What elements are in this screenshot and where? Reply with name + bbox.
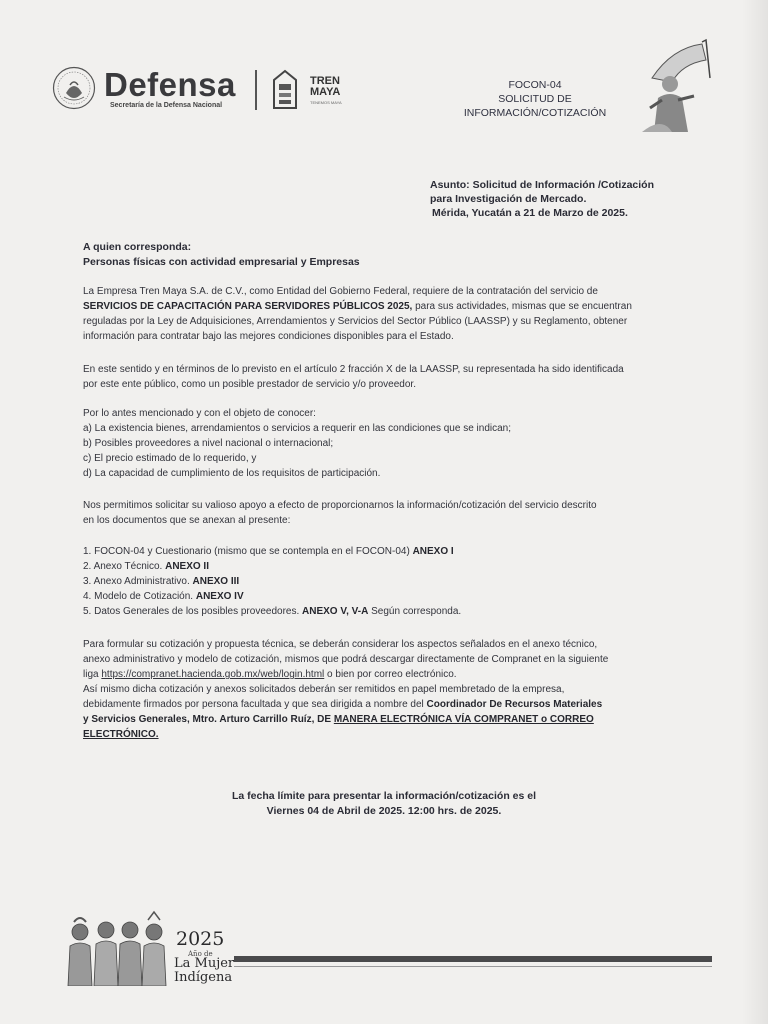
paragraph-line: Así mismo dicha cotización y anexos solicitados deberán ser remitidos en papel membretado de la empresa, — [83, 684, 565, 695]
deadline-block — [160, 789, 608, 819]
annex-tail: Según corresponda. — [368, 606, 462, 617]
paragraph-objectives — [83, 406, 715, 481]
greeting-line: A quien corresponda: — [83, 241, 192, 253]
subject-block — [430, 178, 654, 220]
paragraph-text: para sus actividades, mismas que se encuentran — [412, 301, 632, 312]
delivery-method: MANERA ELECTRÓNICA VÍA COMPRANET o CORREO — [333, 714, 594, 725]
footer-year-caption: Año de — [188, 950, 213, 958]
logo-divider — [255, 70, 257, 110]
tren-maya-name: TREN MAYA — [310, 75, 341, 98]
mexico-seal-icon — [52, 66, 96, 110]
document-title-line1: SOLICITUD DE — [498, 93, 572, 105]
paragraph-intro — [83, 284, 715, 344]
paragraph-line: información para contratar bajo las mejores condiciones disponibles para el Estado. — [83, 331, 454, 342]
annex-text: 4. Modelo de Cotización. — [83, 591, 196, 602]
list-item — [83, 604, 715, 619]
annex-tag: ANEXO IV — [195, 591, 244, 602]
paragraph-line — [83, 712, 715, 727]
tren-maya-logo-icon — [270, 68, 300, 110]
paragraph-instructions — [83, 637, 715, 742]
paragraph-line: Para formular su cotización y propuesta técnica, se deberán considerar los aspectos señalados en el anexo técnico, — [83, 639, 598, 650]
heroine-illustration-icon — [632, 38, 712, 134]
list-item — [83, 574, 715, 589]
recipient-title: Coordinador De Recursos Materiales — [426, 699, 603, 710]
paragraph-line — [83, 697, 715, 712]
document-code: FOCON-04 — [508, 79, 562, 91]
paragraph-text: debidamente firmados por persona facultada y que sea dirigida a nombre del — [83, 699, 427, 710]
list-item: b) Posibles proveedores a nivel nacional o internacional; — [83, 438, 334, 449]
paragraph-line: reguladas por la Ley de Adquisiciones, Arrendamientos y Servicios del Sector Público (LAASSP) y su Reglamento, obtener — [83, 316, 628, 327]
list-item: c) El precio estimado de lo requerido, y — [83, 453, 257, 464]
annex-text: 5. Datos Generales de los posibles proveedores. — [83, 606, 303, 617]
paragraph-text: o bien por correo electrónico. — [324, 669, 457, 680]
list-item: d) La capacidad de cumplimiento de los requisitos de participación. — [83, 468, 381, 479]
footer-year: 2025 — [176, 928, 225, 950]
paragraph-line: La Empresa Tren Maya S.A. de C.V., como Entidad del Gobierno Federal, requiere de la contratación del servicio de — [83, 286, 598, 297]
footer-slogan — [174, 957, 234, 985]
defensa-title: Defensa — [104, 66, 236, 103]
annex-text: 1. FOCON-04 y Cuestionario (mismo que se contempla en el FOCON-04) — [83, 546, 413, 557]
list-item — [83, 589, 715, 604]
defensa-subtitle: Secretaría de la Defensa Nacional — [110, 102, 223, 109]
deadline-date: Viernes 04 de Abril de 2025. 12:00 hrs. de 2025. — [266, 805, 502, 817]
place-date: Mérida, Yucatán a 21 de Marzo de 2025. — [432, 207, 628, 219]
annex-text: 2. Anexo Técnico. — [83, 561, 166, 572]
paragraph-line — [83, 727, 715, 742]
paragraph-line: Por lo antes mencionado y con el objeto de conocer: — [83, 408, 316, 419]
footer-slogan-line1: La Mujer — [174, 956, 235, 971]
compranet-link[interactable]: https://compranet.hacienda.gob.mx/web/login.html — [101, 669, 325, 680]
paragraph-text: liga — [83, 669, 102, 680]
service-name: SERVICIOS DE CAPACITACIÓN PARA SERVIDORES PÚBLICOS 2025, — [83, 301, 413, 312]
recipient-name: y Servicios Generales, Mtro. Arturo Carrillo Ruíz, DE — [83, 714, 334, 725]
indigenous-women-illustration-icon — [62, 910, 174, 986]
paragraph-line: en los documentos que se anexan al presente: — [83, 515, 291, 526]
subject-line: Asunto: Solicitud de Información /Cotización — [430, 179, 655, 191]
deadline-line: La fecha límite para presentar la información/cotización es el — [231, 790, 537, 802]
annex-tag: ANEXO II — [165, 561, 209, 572]
annex-tag: ANEXO I — [412, 546, 454, 557]
annex-tag: ANEXO V, V-A — [302, 606, 369, 617]
paragraph-request — [83, 498, 715, 528]
paragraph-legal-basis — [83, 362, 715, 392]
footer-band — [234, 956, 712, 962]
delivery-method-end: ELECTRÓNICO. — [83, 729, 159, 740]
footer-rule — [234, 966, 712, 967]
annex-tag: ANEXO III — [192, 576, 240, 587]
annex-text: 3. Anexo Administrativo. — [83, 576, 193, 587]
addressee-line: Personas físicas con actividad empresarial y Empresas — [83, 256, 360, 268]
document-title-line2: INFORMACIÓN/COTIZACIÓN — [463, 107, 607, 119]
list-item: a) La existencia bienes, arrendamientos o servicios a requerir en las condiciones que se indican; — [83, 423, 512, 434]
annex-list — [83, 544, 715, 619]
document-code-block — [455, 78, 615, 120]
paragraph-line: por este ente público, como un posible prestador de servicio y/o proveedor. — [83, 379, 416, 390]
list-item — [83, 559, 715, 574]
paragraph-line — [83, 667, 715, 682]
subject-line-2: para Investigación de Mercado. — [430, 193, 587, 205]
greeting-block — [83, 240, 360, 270]
scan-edge-shadow — [742, 0, 768, 1024]
paragraph-line: anexo administrativo y modelo de cotización, mismos que podrá descargar directamente de Compranet en la siguiente — [83, 654, 609, 665]
tren-maya-subtitle: TENEMOS MAYA — [310, 100, 342, 105]
footer-slogan-line2: Indígena — [174, 970, 233, 985]
paragraph-line: Nos permitimos solicitar su valioso apoyo a efecto de proporcionarnos la información/cotización del servicio descrito — [83, 500, 597, 511]
list-item — [83, 544, 715, 559]
paragraph-line — [83, 299, 715, 314]
paragraph-line: En este sentido y en términos de lo previsto en el artículo 2 fracción X de la LAASSP, su representada ha sido identificada — [83, 364, 624, 375]
